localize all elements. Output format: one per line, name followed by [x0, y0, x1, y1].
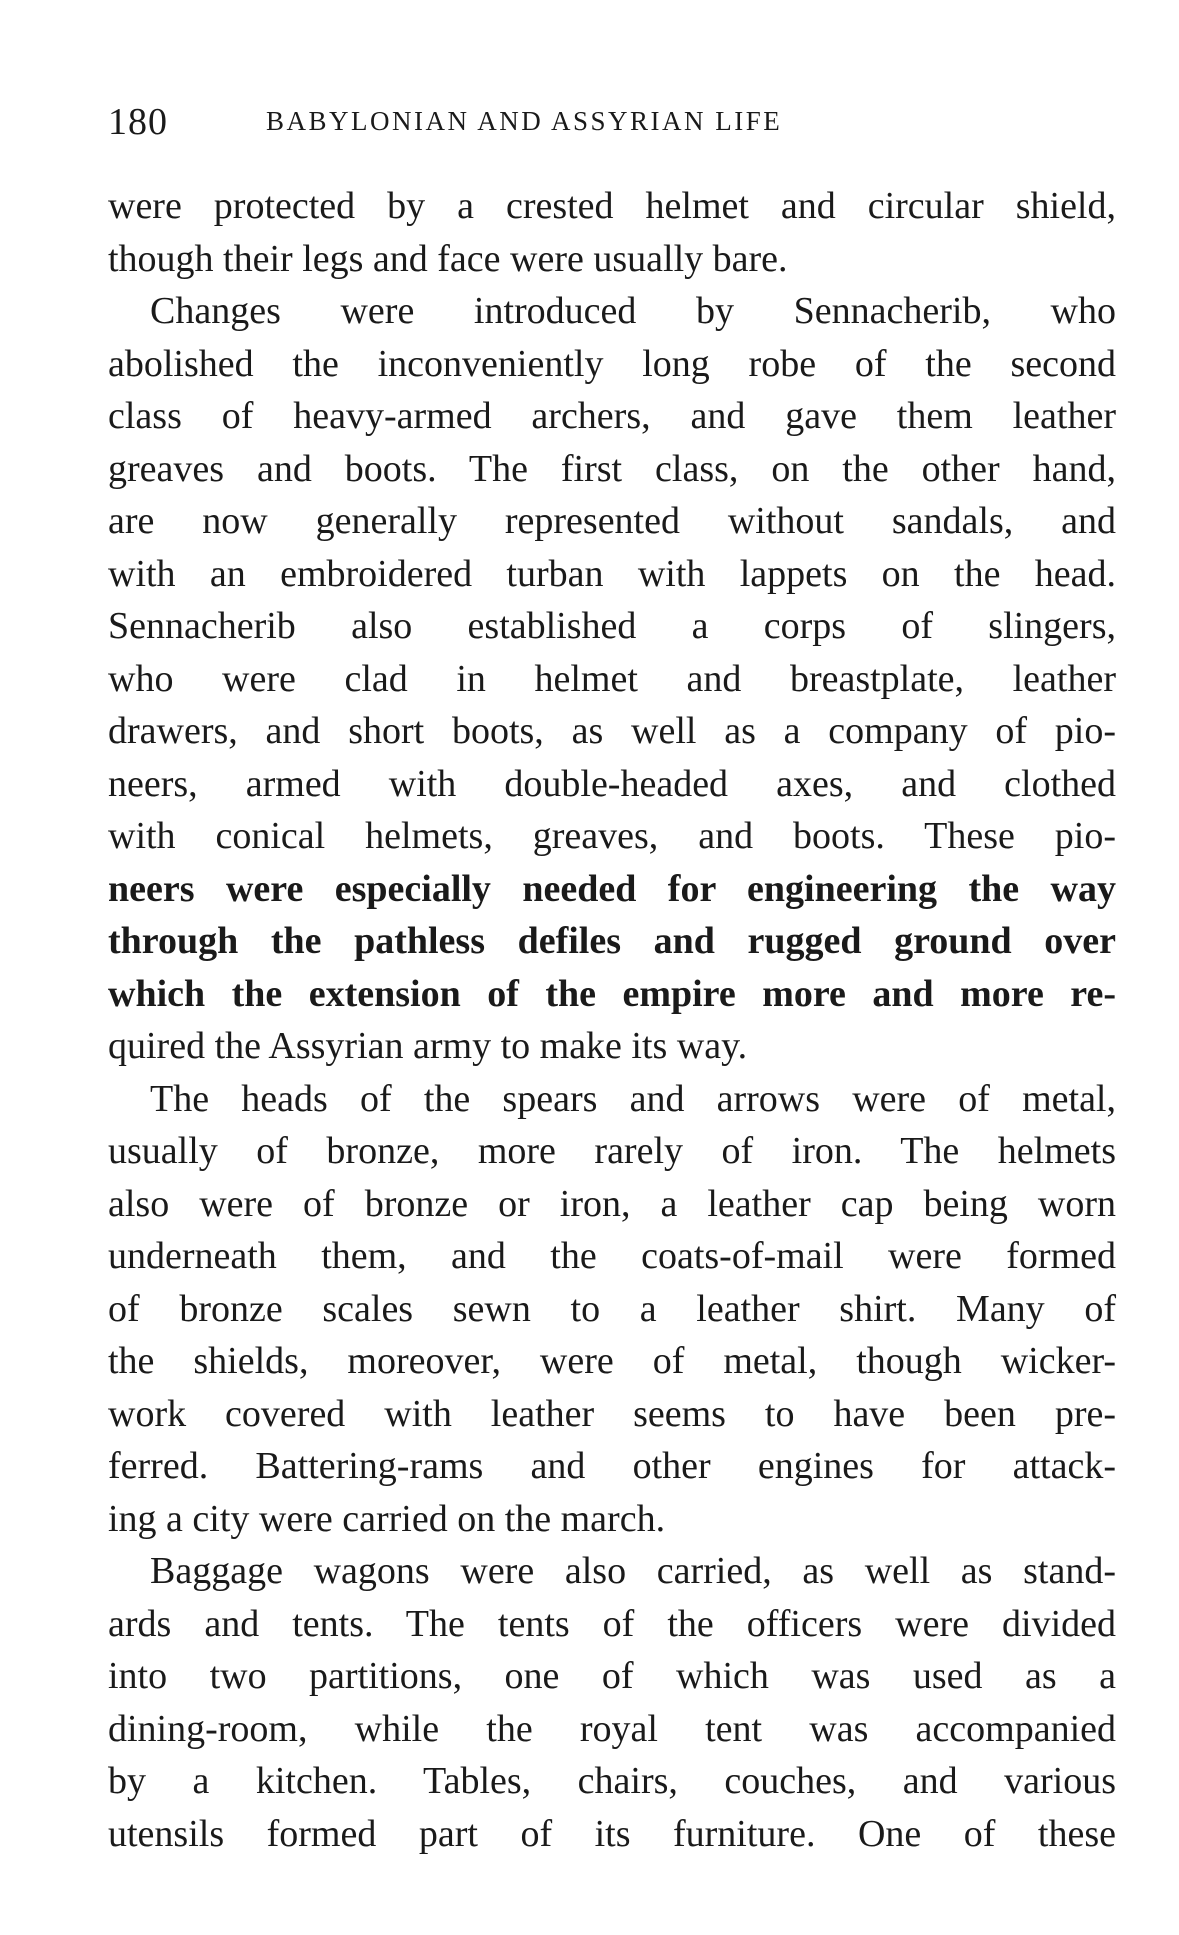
text-line: usually of bronze, more rarely of iron. The helmets — [108, 1130, 1116, 1172]
text-line: abolished the inconveniently long robe of the second — [108, 342, 1116, 385]
text-line: Baggage wagons were also carried, as well as stand- — [150, 1550, 1116, 1592]
text-line: ards and tents. The tents of the officers were divided — [108, 1602, 1116, 1645]
running-title: BABYLONIAN AND ASSYRIAN LIFE — [266, 106, 783, 136]
text-line: class of heavy-armed archers, and gave them leather — [108, 395, 1116, 437]
text-line: Sennacherib also established a corps of slingers, — [108, 605, 1116, 647]
text-line: underneath them, and the coats-of-mail were formed — [108, 1235, 1116, 1277]
text-line: ferred. Battering-rams and other engines for attack- — [108, 1445, 1116, 1487]
text-line: which the extension of the empire more and more re- — [108, 972, 1116, 1015]
text-line: the shields, moreover, were of metal, though wicker- — [108, 1340, 1116, 1382]
text-line: through the pathless defiles and rugged ground over — [108, 920, 1116, 962]
text-line: utensils formed part of its furniture. One of these — [108, 1812, 1116, 1855]
text-line: of bronze scales sewn to a leather shirt. Many of — [108, 1287, 1116, 1330]
text-line: into two partitions, one of which was used as a — [108, 1655, 1116, 1697]
text-line: work covered with leather seems to have been pre- — [108, 1392, 1116, 1435]
text-line: though their legs and face were usually bare. — [108, 237, 788, 280]
page-number: 180 — [108, 101, 168, 143]
text-line: who were clad in helmet and breastplate, leather — [108, 657, 1116, 700]
text-line: drawers, and short boots, as well as a company of pio- — [108, 710, 1116, 752]
text-line: were protected by a crested helmet and circular shield, — [108, 185, 1116, 227]
text-line: with conical helmets, greaves, and boots. These pio- — [108, 815, 1116, 857]
text-line: quired the Assyrian army to make its way. — [108, 1025, 748, 1067]
text-line: The heads of the spears and arrows were of metal, — [150, 1077, 1116, 1120]
text-line: with an embroidered turban with lappets on the head. — [108, 552, 1116, 595]
text-line: by a kitchen. Tables, chairs, couches, and various — [108, 1760, 1116, 1802]
text-line: ing a city were carried on the march. — [108, 1497, 666, 1540]
text-line: also were of bronze or iron, a leather cap being worn — [108, 1182, 1116, 1225]
text-line: neers, armed with double-headed axes, and clothed — [108, 762, 1116, 805]
running-head — [108, 100, 948, 143]
text-line: greaves and boots. The first class, on the other hand, — [108, 447, 1116, 490]
text-line: Changes were introduced by Sennacherib, who — [150, 290, 1116, 332]
text-line: dining-room, while the royal tent was accompanied — [108, 1707, 1116, 1750]
text-line: neers were especially needed for engineering the way — [108, 867, 1116, 910]
text-line: are now generally represented without sandals, and — [108, 500, 1116, 542]
body-text — [108, 180, 1116, 1860]
